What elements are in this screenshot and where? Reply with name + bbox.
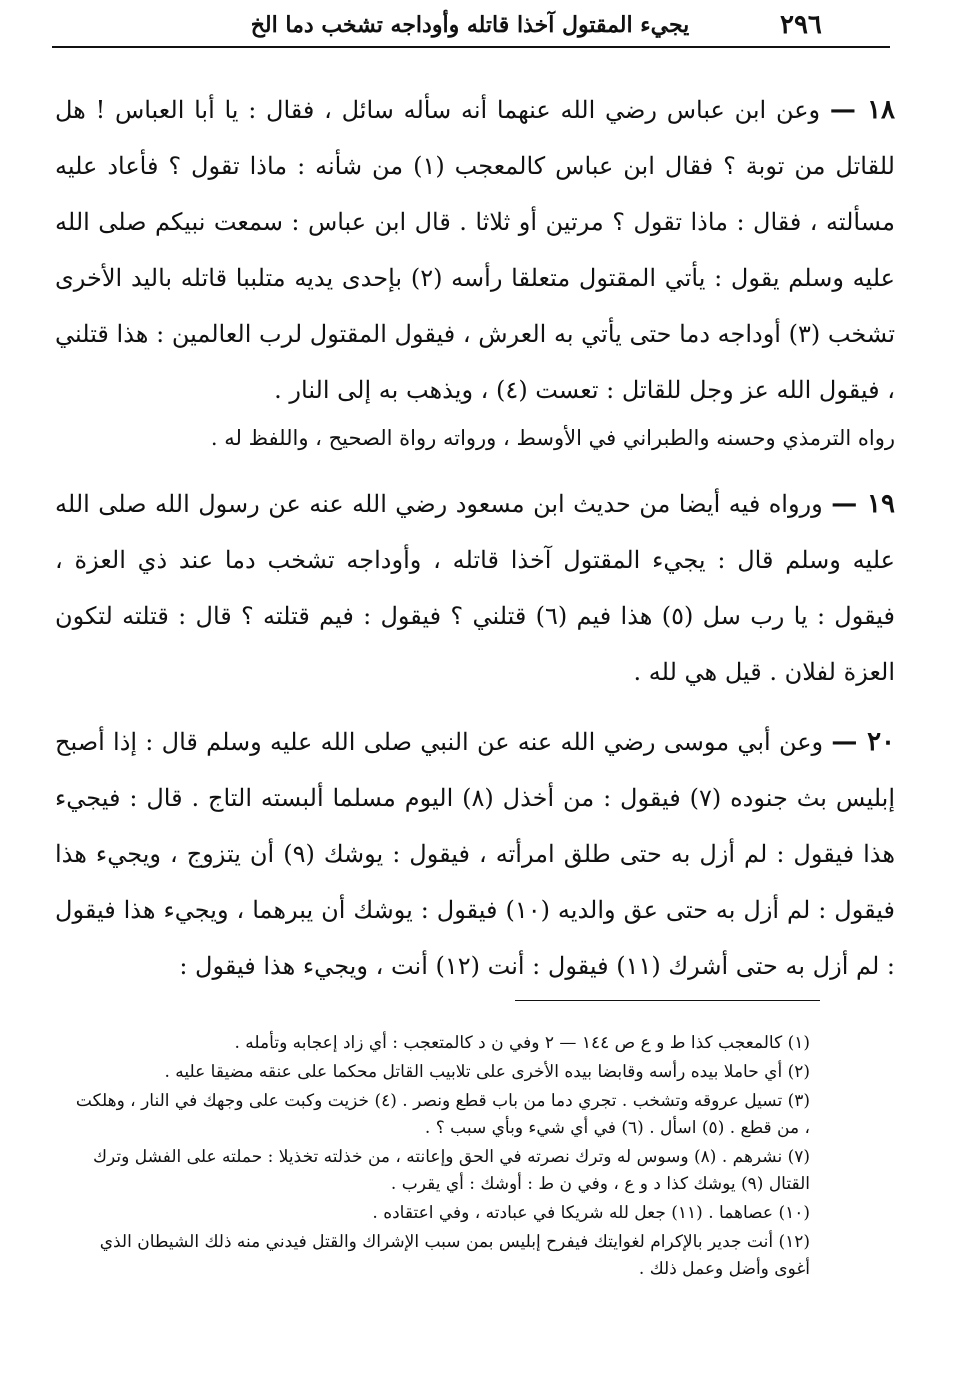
hadith-source: رواه الترمذي وحسنه والطبراني في الأوسط ، ورواته رواة الصحيح ، واللفظ له . — [210, 426, 895, 450]
hadith-text: وعن ابن عباس رضي الله عنهما أنه سأله سائل ، فقال : يا أبا العباس ! هل للقاتل من توبة ؟ فقال ابن عباس كالمعجب (١) من شأنه : ماذا تقول ؟ فأعاد عليه مسألته ، فقال : ماذا تقول ؟ مرتين أو ثلاثا . قال ابن عباس : سمعت نبيكم صلى الله عليه وسلم يقول : يأتي المقتول متعلقا رأسه (٢) بإحدى يديه متلببا قاتله باليد الأخرى تشخب (٣) أوداجه دما حتى يأتي به العرش ، فيقول المقتول لرب العالمين : هذا قتلني ، فيقول الله عز وجل للقاتل : تعست (٤) ، ويذهب به إلى النار . — [55, 96, 896, 404]
hadith-number: ١٨ — — [829, 95, 896, 125]
hadith-text: وعن أبي موسى رضي الله عنه عن النبي صلى الله عليه وسلم قال : إذا أصبح إبليس بث جنوده (٧) فيقول : من أخذل (٨) اليوم مسلما ألبسته التاج . قال : فيجيء هذا فيقول : لم أزل به حتى طلق امرأته ، فيقول : يوشك (٩) أن يتزوج ، ويجيء هذا فيقول : لم أزل به حتى عق والديه (١٠) فيقول : يوشك أن يبرهما ، ويجيء هذا فيقول : لم أزل به حتى أشرك (١١) فيقول : أنت (١٢) أنت ، ويجيء هذا فيقول : — [55, 728, 896, 980]
main-text — [55, 82, 895, 994]
running-header — [60, 10, 822, 46]
hadith-19 — [55, 476, 895, 700]
hadith-number: ١٩ — — [831, 489, 895, 519]
footnote: (١) كالمعجب كذا ط و ع ص ١٤٤ — ٢ وفي ن د كالمتعجب : أي زاد إعجابه وتأمله . — [234, 1033, 810, 1053]
footnotes — [75, 1030, 810, 1285]
footnote: (١٠) عصاهما . (١١) جعل لله شريكا في عبادته ، وفي اعتقاده . — [372, 1203, 810, 1223]
footnote: (٧) نشرهم . (٨) وسوس له وترك نصرته في الحق وإعانته ، من خذلته تخذيلا : حملته على الفشل وترك القتال (٩) يوشك كذا د و ع ، وفي ن ط : أوشك : أي يقرب . — [93, 1147, 810, 1194]
footnote: (١٢) أنت جدير بالإكرام لغوايتك فيفرح إبليس بمن سبب الإشراك والقتل فيدني منه ذلك الشيطان الذي أغوى وأضل وعمل ذلك . — [99, 1232, 810, 1279]
hadith-20 — [55, 714, 895, 994]
footnote: (٣) تسيل عروقه وتشخب . تجري دما من باب قطع ونصر . (٤) خزيت وكبت على وجهك في النار ، وهلكت ، من قطع . (٥) اسأل . (٦) في أي شيء وبأي سبب ؟ . — [75, 1091, 810, 1138]
header-rule — [52, 46, 890, 48]
running-title: يجيء المقتول آخذا قاتله وأوداجه تشخب دما الخ — [250, 12, 690, 38]
hadith-18 — [55, 82, 895, 418]
paragraph-gap — [55, 700, 895, 714]
page-number: ٢٩٦ — [780, 10, 822, 40]
hadith-number: ٢٠ — — [831, 727, 895, 757]
hadith-text: ورواه فيه أيضا من حديث ابن مسعود رضي الله عنه عن رسول الله صلى الله عليه وسلم قال : يجيء المقتول آخذا قاتله ، وأوداجه تشخب دما عند ذي العزة ، فيقول : يا رب سل (٥) هذا فيم (٦) قتلني ؟ فيقول : فيم قتلته ؟ قال : قتلته لتكون العزة لفلان . قيل هي لله . — [55, 490, 895, 686]
footnote: (٢) أي حاملا بيده رأسه وقابضا بيده الأخرى على تلابيب القاتل محكما على عنقه مضيقا عليه . — [164, 1062, 810, 1082]
footnote-rule — [515, 1000, 820, 1001]
